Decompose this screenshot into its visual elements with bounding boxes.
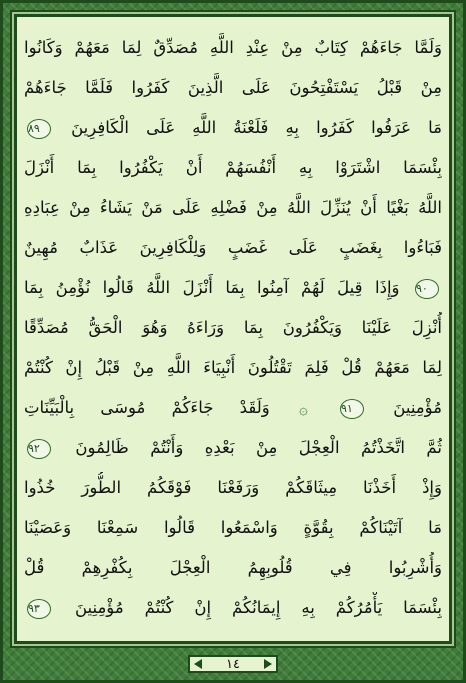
line-5: [24, 192, 442, 224]
line-text: وَإِذَا قِيلَ لَهُمْ آمِنُوا بِمَا أَنْزَلَ اللَّهُ قَالُوا نُؤْمِنُ بِمَا: [24, 278, 400, 297]
line-6: [24, 232, 442, 264]
line-text: أُنْزِلَ عَلَيْنَا وَيَكْفُرُونَ بِمَا وَرَاءَهُ وَهُوَ الْحَقُّ مُصَدِّقًا: [24, 318, 442, 337]
line-8: [24, 312, 442, 344]
line-7: [24, 272, 442, 304]
line-10: [24, 392, 442, 424]
line-4: [24, 152, 442, 184]
ayah-marker: ٩٢: [27, 439, 51, 459]
line-text: بِئْسَمَا اشْتَرَوْا بِهِ أَنْفُسَهُمْ أَنْ يَكْفُرُوا بِمَا أَنْزَلَ: [24, 158, 442, 177]
line-text: ثُمَّ اتَّخَذْتُمُ الْعِجْلَ مِنْ بَعْدِهِ وَأَنْتُمْ ظَالِمُونَ: [75, 438, 442, 457]
line-3: [24, 112, 442, 144]
line-1: [24, 32, 442, 64]
ayah-marker: ٨٩: [27, 119, 51, 139]
page-number: ١٤: [226, 656, 240, 672]
line-9: [24, 352, 442, 384]
line-11: [24, 432, 442, 464]
line-14: [24, 552, 442, 584]
line-text: مَا آتَيْنَاكُمْ بِقُوَّةٍ وَاسْمَعُوا قَالُوا سَمِعْنَا وَعَصَيْنَا: [24, 518, 442, 537]
line-text: وَأُشْرِبُوا فِي قُلُوبِهِمُ الْعِجْلَ بِكُفْرِهِمْ قُلْ: [24, 558, 442, 577]
line-text: فَبَاءُوا بِغَضَبٍ عَلَى غَضَبٍ وَلِلْكَافِرِينَ عَذَابٌ مُهِينٌ: [24, 238, 442, 257]
line-text: وَلَمَّا جَاءَهُمْ كِتَابٌ مِنْ عِنْدِ اللَّهِ مُصَدِّقٌ لِمَا مَعَهُمْ وَكَانُوا: [24, 38, 442, 57]
line-text: بِئْسَمَا يَأْمُرُكُمْ بِهِ إِيمَانُكُمْ إِنْ كُنْتُمْ مُؤْمِنِينَ: [74, 598, 442, 617]
line-text: اللَّهُ بَغْيًا أَنْ يُنَزِّلَ اللَّهُ مِنْ فَضْلِهِ عَلَى مَنْ يَشَاءُ مِنْ عِبَادِهِ: [24, 198, 442, 217]
quran-text: [20, 20, 446, 639]
line-text: وَلَقَدْ جَاءَكُمْ مُوسَى بِالْبَيِّنَاتِ: [24, 398, 270, 417]
ayah-marker: ٩٣: [27, 599, 51, 619]
line-text: لِمَا مَعَهُمْ قُلْ فَلِمَ تَقْتُلُونَ أَنْبِيَاءَ اللَّهِ مِنْ قَبْلُ إِنْ كُنْتُمْ: [24, 358, 442, 377]
previous-page-icon[interactable]: [194, 659, 202, 669]
next-page-icon[interactable]: [264, 659, 272, 669]
line-13: [24, 512, 442, 544]
line-12: [24, 472, 442, 504]
ayah-marker: ٩٠: [415, 279, 439, 299]
line-text: مِنْ قَبْلُ يَسْتَفْتِحُونَ عَلَى الَّذِينَ كَفَرُوا فَلَمَّا جَاءَهُمْ: [24, 78, 442, 97]
line-text: مُؤْمِنِينَ: [393, 398, 442, 417]
line-15: [24, 592, 442, 624]
hizb-marker-icon: ۞: [298, 399, 308, 418]
ayah-marker: ٩١: [340, 399, 364, 419]
line-text: وَإِذْ أَخَذْنَا مِيثَاقَكُمْ وَرَفَعْنَا فَوْقَكُمُ الطُّورَ خُذُوا: [24, 478, 442, 497]
page-number-box: [188, 655, 278, 673]
line-2: [24, 72, 442, 104]
line-text: مَا عَرَفُوا كَفَرُوا بِهِ فَلَعْنَةُ اللَّهِ عَلَى الْكَافِرِينَ: [71, 118, 442, 137]
